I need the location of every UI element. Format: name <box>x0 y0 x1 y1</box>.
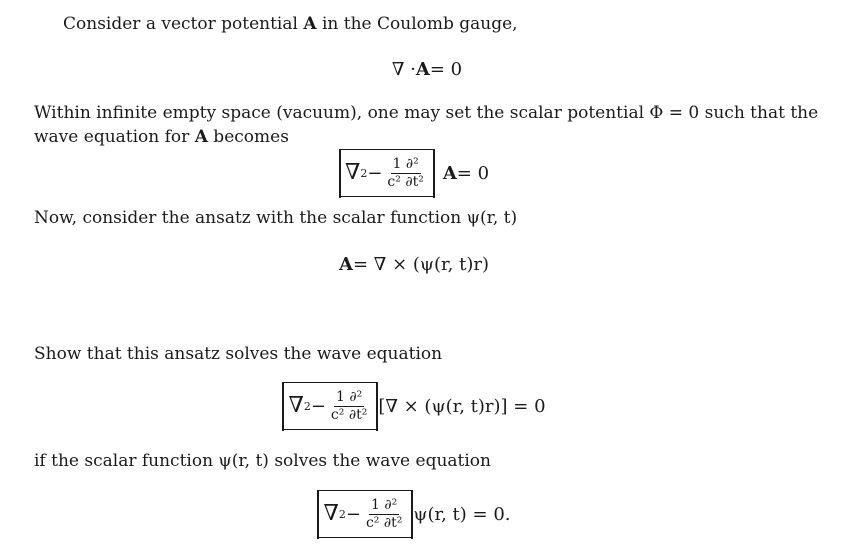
intro-text-after: in the Coulomb gauge, <box>316 14 518 34</box>
eq4-minus: − <box>310 395 326 417</box>
eq3-rhs: = ∇ × (ψ(r, t)r) <box>352 253 489 275</box>
eq2-minus: − <box>367 162 383 184</box>
eq5-rest: ψ(r, t) = 0. <box>413 503 511 525</box>
paragraph-vacuum-line1: Within infinite empty space (vacuum), one may set the scalar potential Φ = 0 such that the <box>34 103 819 123</box>
paragraph-if-scalar: if the scalar function ψ(r, t) solves the wave equation <box>34 451 491 471</box>
eq4-frac-den: c² ∂t² <box>330 406 368 423</box>
eq5-fraction <box>364 497 404 532</box>
eq5-bracket: ∇ 2 − $\frac{\text{1 ∂²}}{\text{c² ∂t²}}$ <box>317 490 413 538</box>
equation-coulomb-gauge <box>5 56 844 82</box>
eq2-nabla: ∇ <box>344 160 361 185</box>
intro-line <box>63 12 518 36</box>
eq4-bracket: ∇ 2 − $\frac{\text{1 ∂²}}{\text{c² ∂t²}}$ <box>282 382 378 430</box>
para2-text-after: becomes <box>207 127 289 147</box>
equation-ansatz <box>0 250 836 278</box>
eq5-frac-den: c² ∂t² <box>365 514 403 531</box>
eq4-rest: [∇ × (ψ(r, t)r)] = 0 <box>378 395 546 417</box>
eq4-nabla: ∇ <box>288 393 304 418</box>
paragraph-show-that: Show that this ansatz solves the wave equation <box>34 344 443 364</box>
equation-scalar-wave <box>0 488 836 540</box>
eq5-minus: − <box>345 503 361 525</box>
eq2-frac-den: c² ∂t² <box>387 173 424 190</box>
eq2-rhs: = 0 <box>456 162 490 184</box>
eq4-fraction <box>329 389 369 424</box>
eq4-frac-num: 1 ∂² <box>336 388 363 405</box>
para2-text-before: wave equation for <box>34 127 195 147</box>
eq1-bold: A <box>415 58 430 80</box>
eq1-lhs: ∇ · <box>391 58 416 80</box>
intro-text-before: Consider a vector potential <box>63 14 304 34</box>
eq2-bracket: ∇ 2 − $\frac{\text{1 ∂²}}{\text{c² ∂t²}}$ <box>339 149 435 197</box>
eq2-bold: A <box>442 162 457 184</box>
eq3-lhs: A <box>339 253 353 275</box>
eq2-frac-num: 1 ∂² <box>392 155 419 172</box>
paragraph-vacuum-line2 <box>34 125 289 149</box>
equation-wave-A <box>0 147 836 199</box>
intro-symbol: A <box>303 14 317 34</box>
equation-curl-wave <box>0 380 836 432</box>
eq1-rhs: = 0 <box>429 58 463 80</box>
para2-symbol: A <box>194 127 208 147</box>
eq2-fraction <box>385 156 425 191</box>
paragraph-ansatz: Now, consider the ansatz with the scalar function ψ(r, t) <box>34 208 518 228</box>
eq5-nabla: ∇ <box>323 501 339 526</box>
eq5-frac-num: 1 ∂² <box>371 496 398 513</box>
